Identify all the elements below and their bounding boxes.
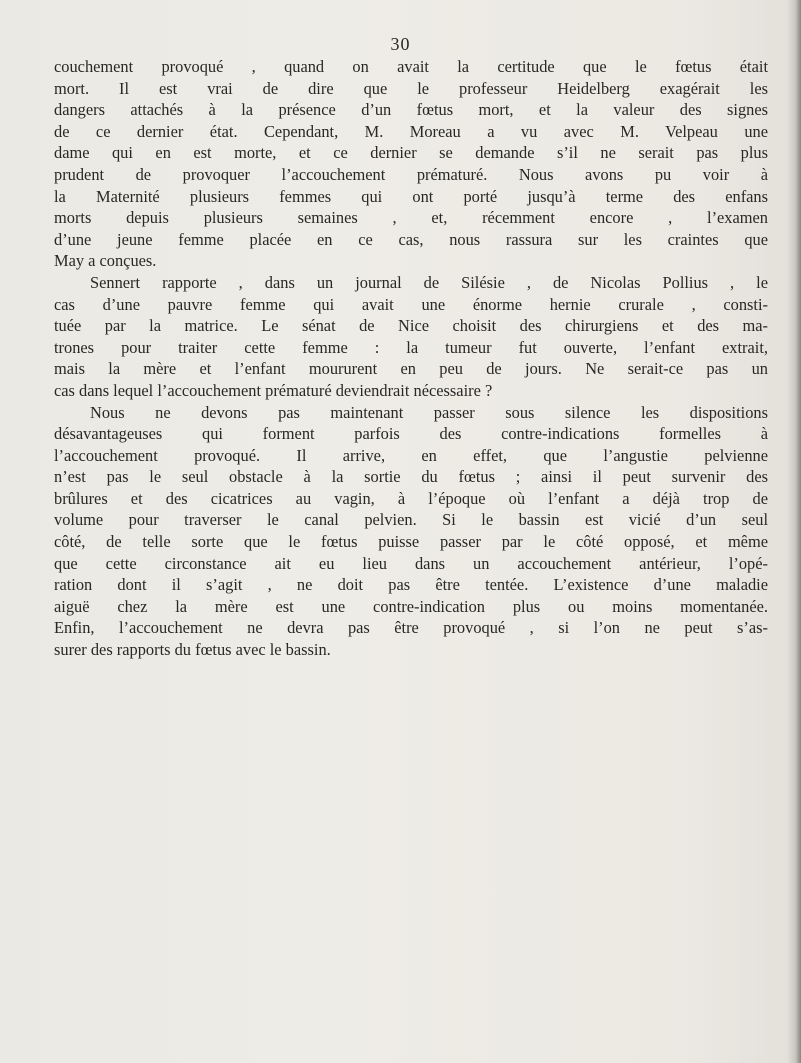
text-line: que cette circonstance ait eu lieu dans un accouchement antérieur, l’opé- bbox=[54, 553, 768, 573]
text-line: n’est pas le seul obstacle à la sortie du fœtus ; ainsi il peut survenir des bbox=[54, 467, 768, 487]
text-line: aiguë chez la mère est une contre-indication plus ou moins momentanée. bbox=[54, 596, 768, 616]
text-line: de ce dernier état. Cependant, M. Moreau a vu avec M. Velpeau une bbox=[54, 121, 768, 141]
text-line: la Maternité plusieurs femmes qui ont porté jusqu’à terme des enfans bbox=[54, 186, 768, 206]
paragraph-1 bbox=[54, 56, 768, 272]
body-text bbox=[54, 56, 768, 661]
text-line: désavantageuses qui forment parfois des contre-indications formelles à bbox=[54, 424, 768, 444]
text-line: prudent de provoquer l’accouchement prématuré. Nous avons pu voir à bbox=[54, 164, 768, 184]
text-line: mais la mère et l’enfant moururent en peu de jours. Ne serait-ce pas un bbox=[54, 359, 768, 379]
text-line: cas d’une pauvre femme qui avait une énorme hernie crurale , consti- bbox=[54, 294, 768, 314]
text-line: volume pour traverser le canal pelvien. Si le bassin est vicié d’un seul bbox=[54, 510, 768, 530]
text-line: Sennert rapporte , dans un journal de Silésie , de Nicolas Pollius , le bbox=[90, 272, 768, 292]
text-line: côté, de telle sorte que le fœtus puisse passer par le côté opposé, et même bbox=[54, 532, 768, 552]
text-line: morts depuis plusieurs semaines , et, récemment encore , l’examen bbox=[54, 208, 768, 228]
text-line: Nous ne devons pas maintenant passer sous silence les dispositions bbox=[90, 402, 768, 422]
text-line: cas dans lequel l’accouchement prématuré deviendrait nécessaire ? bbox=[54, 380, 493, 400]
text-line: l’accouchement provoqué. Il arrive, en effet, que l’angustie pelvienne bbox=[54, 445, 768, 465]
page-edge-shadow bbox=[787, 0, 801, 1063]
paragraph-3 bbox=[54, 402, 768, 661]
text-line: trones pour traiter cette femme : la tumeur fut ouverte, l’enfant extrait, bbox=[54, 337, 768, 357]
paragraph-2 bbox=[54, 272, 768, 402]
text-line: May a conçues. bbox=[54, 251, 157, 271]
text-line: surer des rapports du fœtus avec le bassin. bbox=[54, 640, 331, 660]
text-line: brûlures et des cicatrices au vagin, à l’époque où l’enfant a déjà trop de bbox=[54, 488, 768, 508]
text-line: tuée par la matrice. Le sénat de Nice choisit des chirurgiens et des ma- bbox=[54, 316, 768, 336]
text-line: Enfin, l’accouchement ne devra pas être provoqué , si l’on ne peut s’as- bbox=[54, 618, 768, 638]
text-line: ration dont il s’agit , ne doit pas être tentée. L’existence d’une maladie bbox=[54, 575, 768, 595]
text-line: dangers attachés à la présence d’un fœtus mort, et la valeur des signes bbox=[54, 100, 768, 120]
page-number: 30 bbox=[390, 34, 411, 54]
text-line: d’une jeune femme placée en ce cas, nous rassura sur les craintes que bbox=[54, 229, 768, 249]
text-line: mort. Il est vrai de dire que le professeur Heidelberg exagérait les bbox=[54, 78, 768, 98]
text-line: couchement provoqué , quand on avait la certitude que le fœtus était bbox=[54, 57, 768, 76]
text-line: dame qui en est morte, et ce dernier se demande s’il ne serait pas plus bbox=[54, 143, 768, 163]
